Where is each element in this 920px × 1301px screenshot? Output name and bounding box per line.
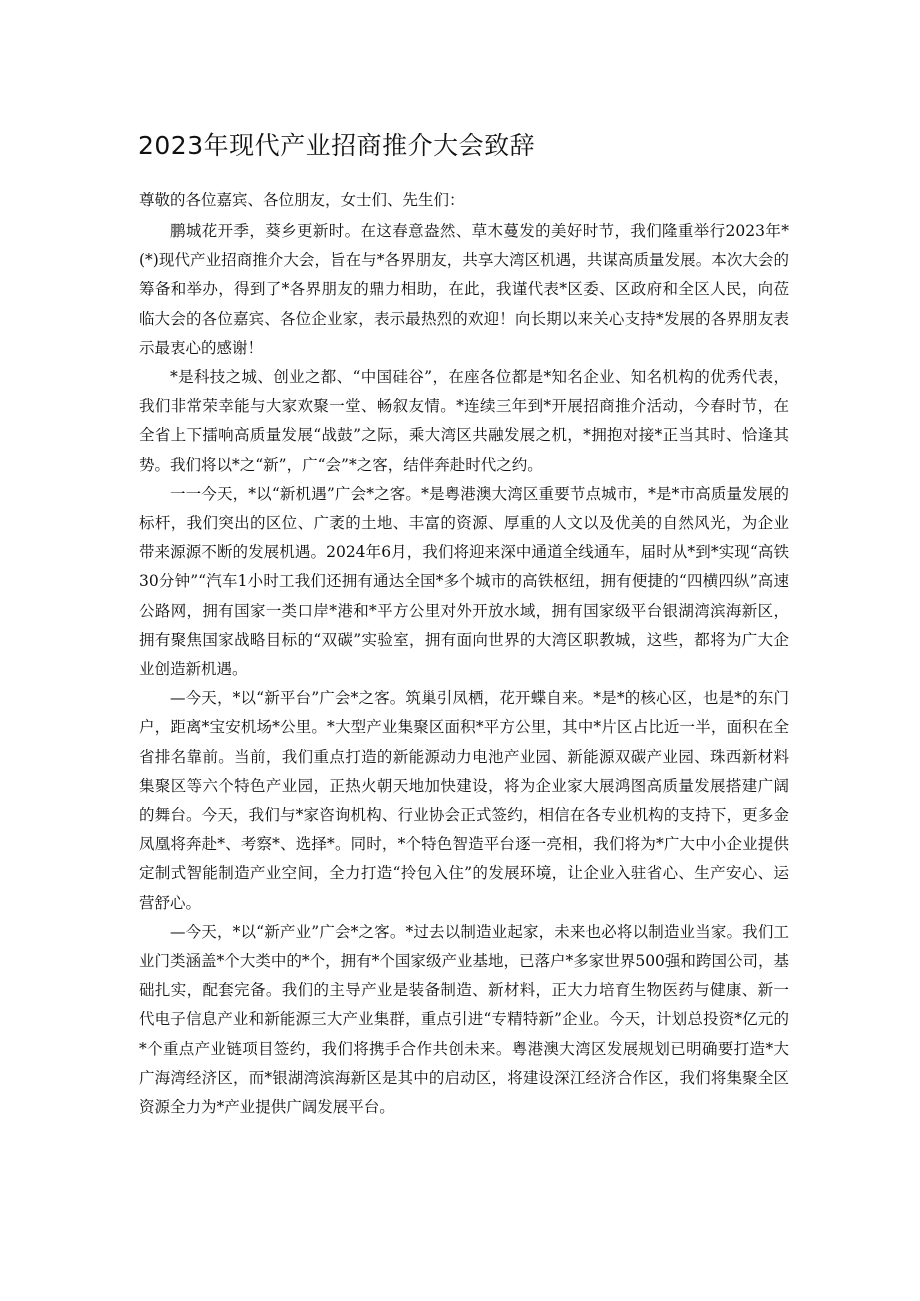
salutation: 尊敬的各位嘉宾、各位朋友，女士们、先生们：	[139, 191, 465, 209]
paragraph-3: 一一今天，*以“新机遇”广会*之客。*是粤港澳大湾区重要节点城市，*是*市高质量发展的标杆，我们突出的区位、广袤的土地、丰富的资源、厚重的人文以及优美的自然风光，为企业带来源源不断的发展机遇。2024年6月，我们将迎来深中通道全线通车，届时从*到*实现“高铁30分钟”“汽车1小时工我们还拥有通达全国*多个城市的高铁枢纽，拥有便捷的“四横四纵”高速公路网，拥有国家一类口岸*港和*平方公里对外开放水域，拥有国家级平台银湖湾滨海新区，拥有聚焦国家战略目标的“双碳”实验室，拥有面向世界的大湾区职教城，这些，都将为广大企业创造新机遇。	[139, 484, 789, 679]
paragraph-5: —今天，*以“新产业”广会*之客。*过去以制造业起家，未来也必将以制造业当家。我们工业门类涵盖*个大类中的*个，拥有*个国家级产业基地，已落户*多家世界500强和跨国公司，基础扎实，配套完备。我们的主导产业是装备制造、新材料，正大力培育生物医药与健康、新一代电子信息产业和新能源三大产业集群，重点引进“专精特新”企业。今天，计划总投资*亿元的*个重点产业链项目签约，我们将携手合作共创未来。粤港澳大湾区发展规划已明确要打造*大广海湾经济区，而*银湖湾滨海新区是其中的启动区，将建设深江经济合作区，我们将集聚全区资源全力为*产业提供广阔发展平台。	[139, 922, 789, 1117]
paragraph-2: *是科技之城、创业之都、“中国硅谷”，在座各位都是*知名企业、知名机构的优秀代表，我们非常荣幸能与大家欢聚一堂、畅叙友情。*连续三年到*开展招商推介活动，今春时节，在全省上下擂响高质量发展“战鼓”之际，乘大湾区共融发展之机，*拥抱对接*正当其时、恰逢其势。我们将以*之“新”，广“会”*之客，结伴奔赴时代之约。	[139, 368, 789, 474]
document-body	[139, 188, 789, 1122]
document-title: 2023年现代产业招商推介大会致辞	[138, 131, 536, 160]
paragraph-4: —今天，*以“新平台”广会*之客。筑巢引凤栖，花开蝶自来。*是*的核心区，也是*的东门户，距离*宝安机场*公里。*大型产业集聚区面积*平方公里，其中*片区占比近一半，面积在全省排名靠前。当前，我们重点打造的新能源动力电池产业园、新能源双碳产业园、珠西新材料集聚区等六个特色产业园，正热火朝天地加快建设，将为企业家大展鸿图高质量发展搭建广阔的舞台。今天，我们与*家咨询机构、行业协会正式签约，相信在各专业机构的支持下，更多金凤凰将奔赴*、考察*、选择*。同时，*个特色智造平台逐一亮相，我们将为*广大中小企业提供定制式智能制造产业空间，全力打造“拎包入住”的发展环境，让企业入驻省心、生产安心、运营舒心。	[139, 689, 789, 912]
paragraph-1: 鹏城花开季，葵乡更新时。在这春意盎然、草木蔓发的美好时节，我们隆重举行2023年*(*)现代产业招商推介大会，旨在与*各界朋友，共享大湾区机遇，共谋高质量发展。本次大会的筹备和举办，得到了*各界朋友的鼎力相助，在此，我谨代表*区委、区政府和全区人民，向莅临大会的各位嘉宾、各位企业家，表示最热烈的欢迎！向长期以来关心支持*发展的各界朋友表示最衷心的感谢！	[139, 222, 789, 357]
